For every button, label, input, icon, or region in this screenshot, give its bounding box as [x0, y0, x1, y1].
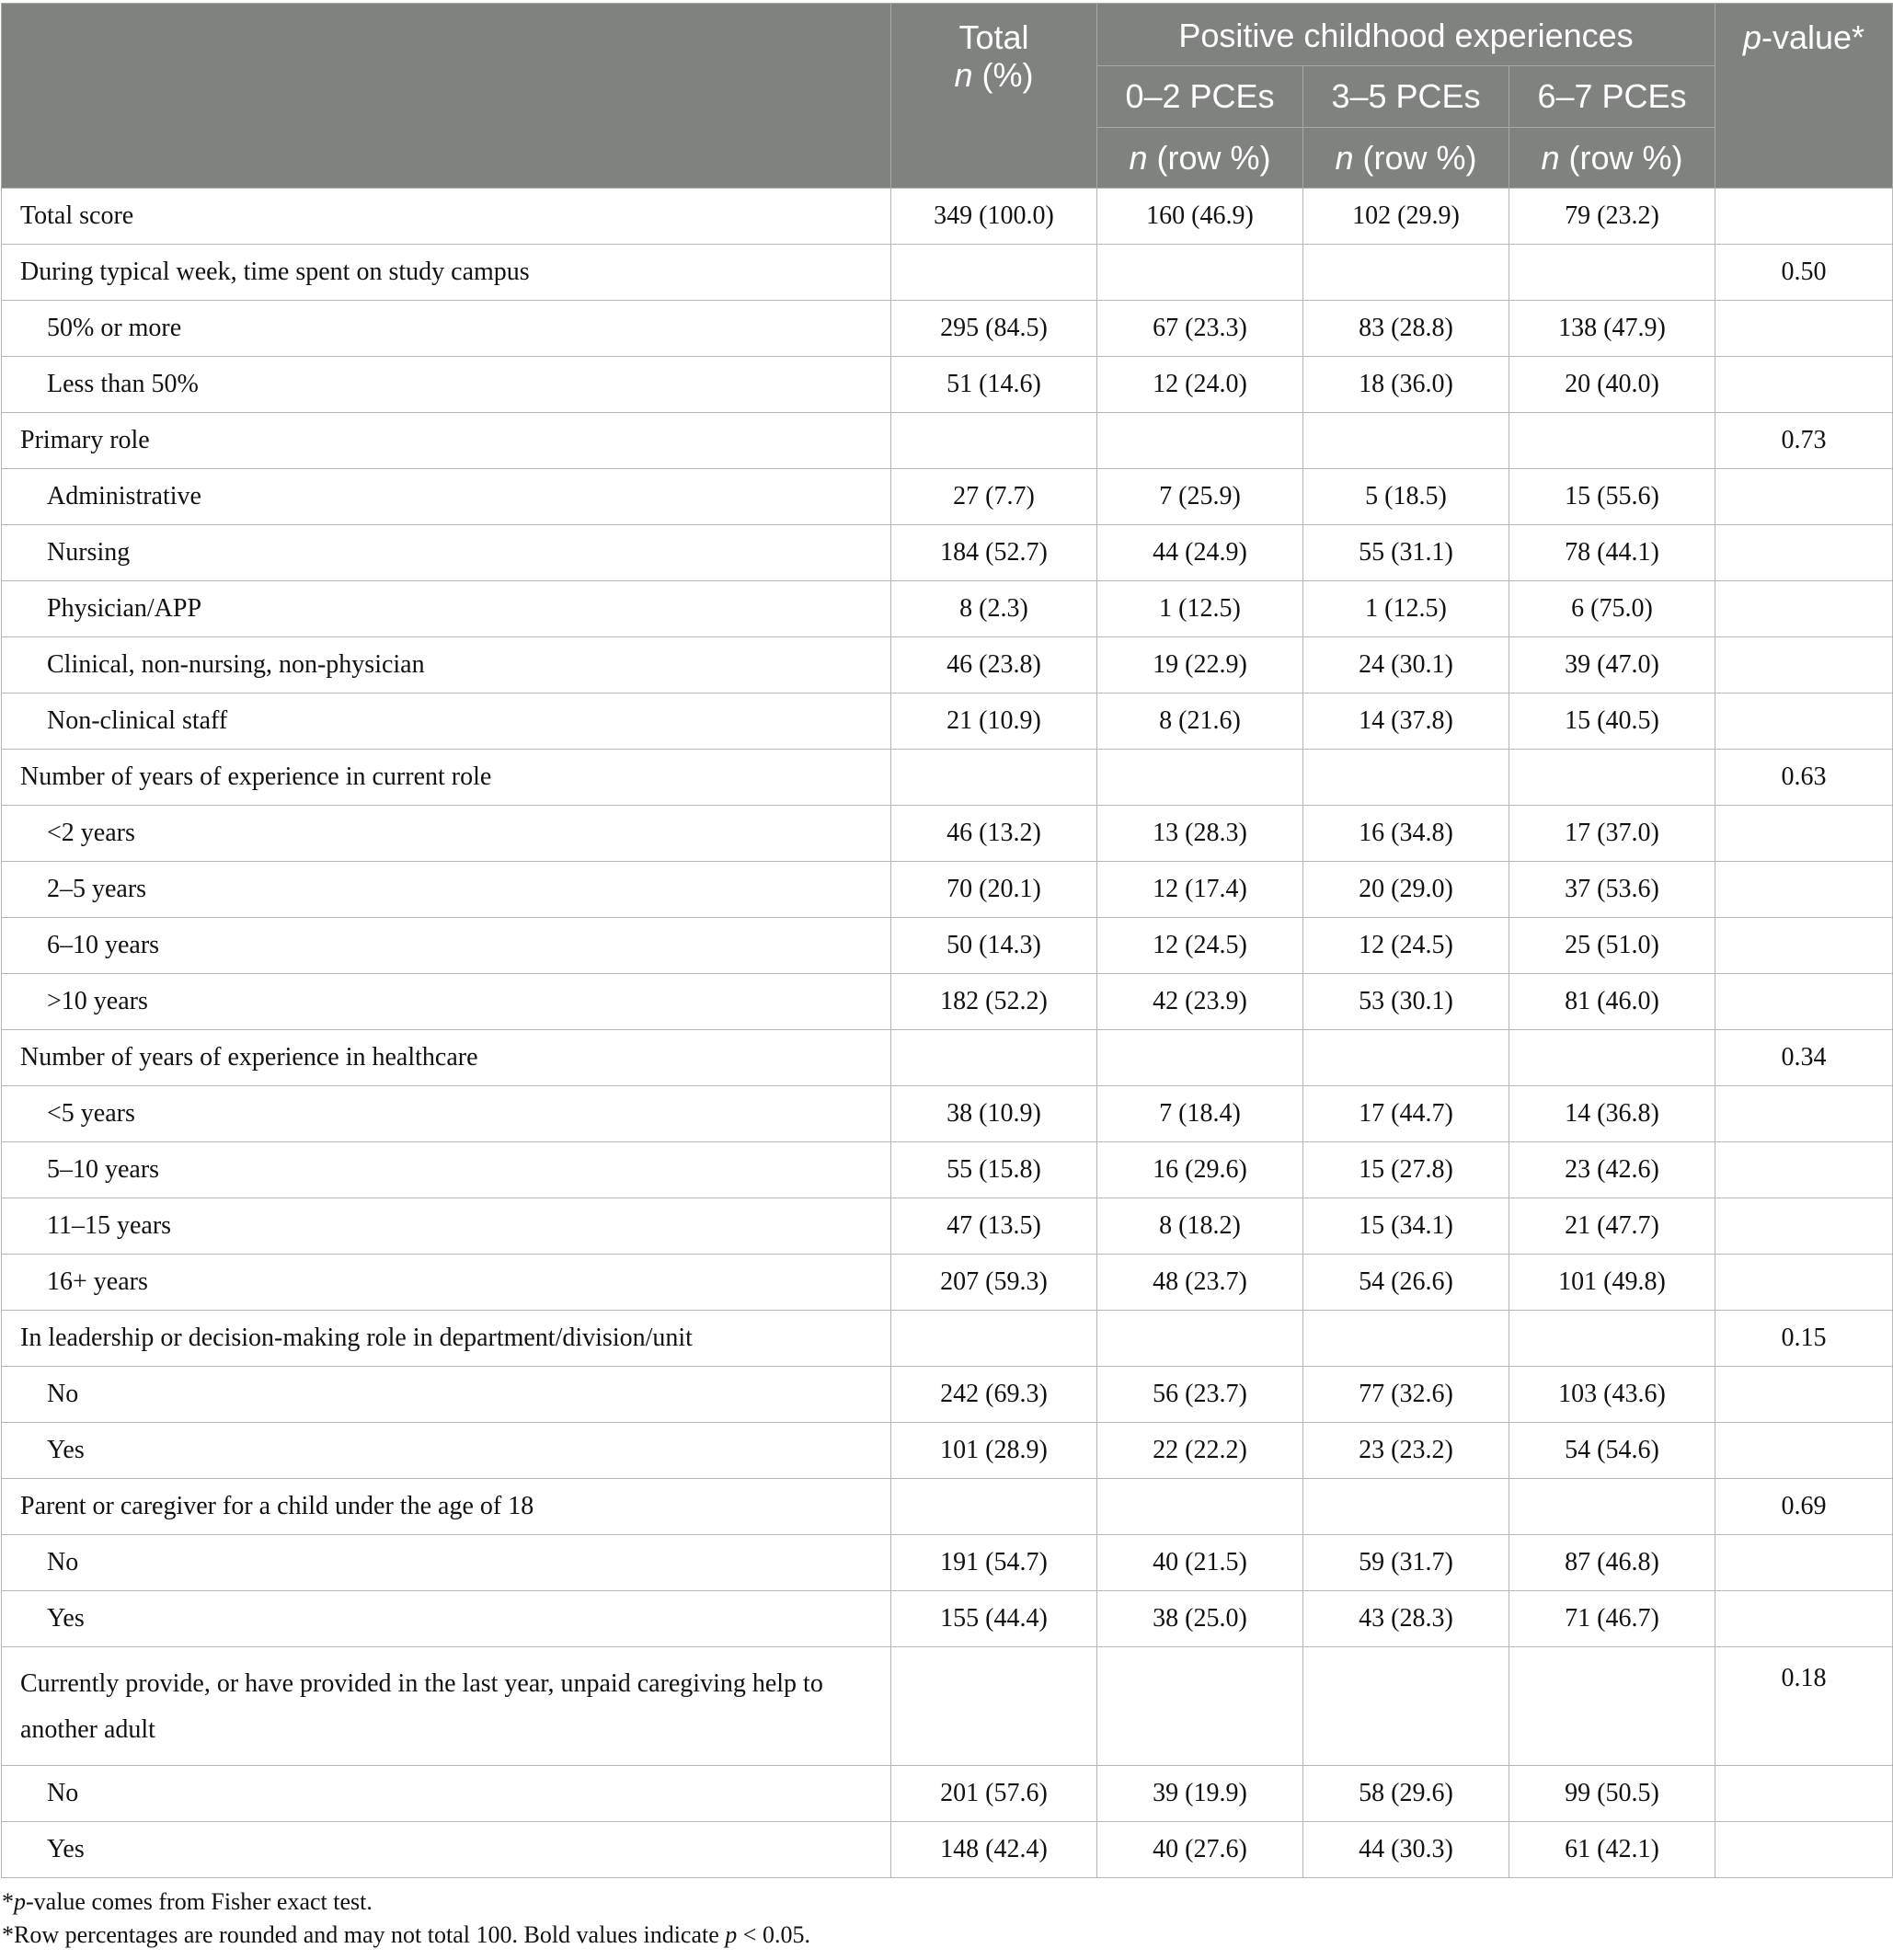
table-row-subcategory: [2, 581, 1893, 637]
cell-pce-6-7: 78 (44.1): [1509, 525, 1715, 581]
cell-pce-0-2: 42 (23.9): [1097, 974, 1303, 1030]
cell-pce-3-5: 54 (26.6): [1303, 1255, 1509, 1311]
cell-total: 191 (54.7): [891, 1535, 1097, 1591]
cell-pce-3-5: [1303, 1030, 1509, 1086]
cell-pvalue: 0.50: [1715, 245, 1893, 301]
row-label: Yes: [2, 1591, 891, 1647]
cell-pce-3-5: 18 (36.0): [1303, 357, 1509, 413]
cell-total: 349 (100.0): [891, 189, 1097, 245]
cell-pvalue: [1715, 1535, 1893, 1591]
table-row-subcategory: [2, 1591, 1893, 1647]
table-row-subcategory: [2, 693, 1893, 750]
cell-pce-0-2: 22 (22.2): [1097, 1423, 1303, 1479]
row-label: 5–10 years: [2, 1142, 891, 1198]
row-label: Non-clinical staff: [2, 693, 891, 750]
header-sub-row-pct: [1097, 128, 1303, 189]
cell-pce-3-5: 14 (37.8): [1303, 693, 1509, 750]
table-row-subcategory: [2, 1255, 1893, 1311]
header-total-pct: (%): [972, 56, 1034, 94]
table-row-subcategory: [2, 1535, 1893, 1591]
header-pvalue-p: p: [1742, 18, 1761, 56]
row-label: <2 years: [2, 806, 891, 862]
cell-pce-3-5: 44 (30.3): [1303, 1822, 1509, 1878]
row-label: Yes: [2, 1822, 891, 1878]
cell-pce-6-7: [1509, 413, 1715, 469]
cell-total: 50 (14.3): [891, 918, 1097, 974]
header-sub-row-pct: [1509, 128, 1715, 189]
footnote-fisher-text: -value comes from Fisher exact test.: [26, 1888, 373, 1915]
header-total-n: n: [954, 56, 973, 94]
cell-pce-6-7: 39 (47.0): [1509, 637, 1715, 693]
cell-pce-0-2: 13 (28.3): [1097, 806, 1303, 862]
header-total-label: Total: [958, 18, 1029, 56]
table-row-subcategory: [2, 637, 1893, 693]
cell-pce-0-2: 12 (17.4): [1097, 862, 1303, 918]
header-sub-rest: (row %): [1559, 138, 1683, 177]
footnote-fisher: [2, 1885, 1893, 1919]
header-sub-rest: (row %): [1147, 138, 1271, 177]
table-row-subcategory: [2, 357, 1893, 413]
cell-pce-3-5: 43 (28.3): [1303, 1591, 1509, 1647]
cell-pce-6-7: [1509, 750, 1715, 806]
cell-pvalue: 0.18: [1715, 1647, 1893, 1766]
cell-pvalue: [1715, 525, 1893, 581]
cell-total: [891, 1479, 1097, 1535]
table-row-category: [2, 1311, 1893, 1367]
cell-pvalue: [1715, 189, 1893, 245]
table-row-subcategory: [2, 1367, 1893, 1423]
cell-total: 155 (44.4): [891, 1591, 1097, 1647]
cell-pvalue: [1715, 1198, 1893, 1255]
cell-pce-0-2: 19 (22.9): [1097, 637, 1303, 693]
row-label: Number of years of experience in current role: [2, 750, 891, 806]
cell-pce-3-5: [1303, 413, 1509, 469]
cell-total: 184 (52.7): [891, 525, 1097, 581]
cell-total: [891, 750, 1097, 806]
data-table: [1, 3, 1893, 1878]
cell-pvalue: 0.69: [1715, 1479, 1893, 1535]
cell-pce-6-7: [1509, 245, 1715, 301]
row-label: Less than 50%: [2, 357, 891, 413]
header-pvalue: [1715, 4, 1893, 189]
cell-pce-6-7: 87 (46.8): [1509, 1535, 1715, 1591]
cell-pce-3-5: [1303, 245, 1509, 301]
cell-pce-3-5: 59 (31.7): [1303, 1535, 1509, 1591]
cell-pce-3-5: 83 (28.8): [1303, 301, 1509, 357]
cell-pce-6-7: 54 (54.6): [1509, 1423, 1715, 1479]
cell-pce-6-7: 15 (40.5): [1509, 693, 1715, 750]
row-label: Nursing: [2, 525, 891, 581]
row-label: Administrative: [2, 469, 891, 525]
cell-pce-3-5: 12 (24.5): [1303, 918, 1509, 974]
table-row-subcategory: [2, 1142, 1893, 1198]
table-row-subcategory: [2, 1198, 1893, 1255]
cell-pce-3-5: 24 (30.1): [1303, 637, 1509, 693]
row-label: 50% or more: [2, 301, 891, 357]
cell-pce-3-5: [1303, 1479, 1509, 1535]
table-row-subcategory: [2, 1423, 1893, 1479]
cell-pce-0-2: 56 (23.7): [1097, 1367, 1303, 1423]
cell-pvalue: [1715, 301, 1893, 357]
cell-pce-3-5: 77 (32.6): [1303, 1367, 1509, 1423]
cell-pce-3-5: 15 (34.1): [1303, 1198, 1509, 1255]
cell-pce-0-2: 38 (25.0): [1097, 1591, 1303, 1647]
header-sub-rest: (row %): [1353, 138, 1477, 177]
row-label: Currently provide, or have provided in the last year, unpaid caregiving help to another adult: [2, 1647, 891, 1766]
row-label: Yes: [2, 1423, 891, 1479]
row-label: <5 years: [2, 1086, 891, 1142]
footnote-star: *: [2, 1888, 14, 1915]
table-row-subcategory: [2, 1766, 1893, 1822]
cell-pvalue: 0.73: [1715, 413, 1893, 469]
cell-total: [891, 1030, 1097, 1086]
cell-pce-6-7: 21 (47.7): [1509, 1198, 1715, 1255]
cell-pce-3-5: 1 (12.5): [1303, 581, 1509, 637]
cell-pce-3-5: [1303, 1647, 1509, 1766]
cell-pvalue: [1715, 806, 1893, 862]
cell-pce-6-7: 20 (40.0): [1509, 357, 1715, 413]
cell-pce-0-2: [1097, 413, 1303, 469]
cell-pce-6-7: [1509, 1030, 1715, 1086]
table-row-subcategory: [2, 918, 1893, 974]
header-pce-group: Positive childhood experiences: [1097, 4, 1715, 66]
cell-pce-0-2: 160 (46.9): [1097, 189, 1303, 245]
cell-pce-0-2: 1 (12.5): [1097, 581, 1303, 637]
cell-pvalue: [1715, 1086, 1893, 1142]
cell-pce-6-7: 138 (47.9): [1509, 301, 1715, 357]
cell-total: 242 (69.3): [891, 1367, 1097, 1423]
cell-pvalue: [1715, 918, 1893, 974]
cell-total: 101 (28.9): [891, 1423, 1097, 1479]
cell-pce-0-2: 48 (23.7): [1097, 1255, 1303, 1311]
cell-pce-3-5: 15 (27.8): [1303, 1142, 1509, 1198]
header-sub-row-pct: [1303, 128, 1509, 189]
cell-pce-6-7: 25 (51.0): [1509, 918, 1715, 974]
row-label: No: [2, 1766, 891, 1822]
table-row-category: [2, 1479, 1893, 1535]
cell-total: 182 (52.2): [891, 974, 1097, 1030]
cell-pce-0-2: 16 (29.6): [1097, 1142, 1303, 1198]
table-header: [2, 4, 1893, 189]
row-label: Physician/APP: [2, 581, 891, 637]
cell-pvalue: 0.63: [1715, 750, 1893, 806]
header-pce-6-7: 6–7 PCEs: [1509, 66, 1715, 128]
row-label: 6–10 years: [2, 918, 891, 974]
cell-pce-0-2: 7 (25.9): [1097, 469, 1303, 525]
cell-pce-6-7: [1509, 1479, 1715, 1535]
header-pvalue-rest: -value*: [1761, 18, 1865, 56]
cell-pce-3-5: [1303, 750, 1509, 806]
header-blank-cell: [2, 4, 891, 189]
cell-pce-0-2: 44 (24.9): [1097, 525, 1303, 581]
table-row-subcategory: [2, 1086, 1893, 1142]
cell-pce-0-2: 8 (18.2): [1097, 1198, 1303, 1255]
cell-pce-6-7: 81 (46.0): [1509, 974, 1715, 1030]
cell-pvalue: [1715, 1255, 1893, 1311]
cell-pce-3-5: 58 (29.6): [1303, 1766, 1509, 1822]
cell-total: 55 (15.8): [891, 1142, 1097, 1198]
cell-total: 8 (2.3): [891, 581, 1097, 637]
header-pce-0-2: 0–2 PCEs: [1097, 66, 1303, 128]
cell-pce-0-2: [1097, 1030, 1303, 1086]
footnote-rounding-text: *Row percentages are rounded and may not total 100. Bold values indicate: [2, 1921, 726, 1948]
cell-pce-6-7: 6 (75.0): [1509, 581, 1715, 637]
cell-pce-6-7: 71 (46.7): [1509, 1591, 1715, 1647]
cell-pce-6-7: 99 (50.5): [1509, 1766, 1715, 1822]
cell-pce-6-7: 101 (49.8): [1509, 1255, 1715, 1311]
cell-pce-6-7: 79 (23.2): [1509, 189, 1715, 245]
header-sub-n: n: [1335, 138, 1354, 177]
table-row-subcategory: [2, 974, 1893, 1030]
table-row-subcategory: [2, 862, 1893, 918]
cell-pce-0-2: 12 (24.5): [1097, 918, 1303, 974]
cell-pce-3-5: 55 (31.1): [1303, 525, 1509, 581]
cell-pvalue: 0.15: [1715, 1311, 1893, 1367]
header-sub-n: n: [1129, 138, 1148, 177]
cell-pce-3-5: 102 (29.9): [1303, 189, 1509, 245]
header-pce-3-5: 3–5 PCEs: [1303, 66, 1509, 128]
cell-pce-0-2: [1097, 1311, 1303, 1367]
cell-total: 51 (14.6): [891, 357, 1097, 413]
cell-pce-0-2: [1097, 1647, 1303, 1766]
cell-pvalue: [1715, 581, 1893, 637]
cell-total: [891, 1311, 1097, 1367]
cell-pvalue: [1715, 357, 1893, 413]
cell-pce-6-7: 61 (42.1): [1509, 1822, 1715, 1878]
cell-total: [891, 413, 1097, 469]
header-sub-n: n: [1541, 138, 1560, 177]
cell-pce-3-5: 23 (23.2): [1303, 1423, 1509, 1479]
cell-pvalue: [1715, 1822, 1893, 1878]
cell-pvalue: [1715, 974, 1893, 1030]
cell-total: 46 (13.2): [891, 806, 1097, 862]
row-label: Primary role: [2, 413, 891, 469]
table-row-category: [2, 413, 1893, 469]
row-label: Clinical, non-nursing, non-physician: [2, 637, 891, 693]
cell-total: 38 (10.9): [891, 1086, 1097, 1142]
row-label: Number of years of experience in healthcare: [2, 1030, 891, 1086]
cell-total: [891, 245, 1097, 301]
cell-pce-0-2: 12 (24.0): [1097, 357, 1303, 413]
cell-pce-6-7: 14 (36.8): [1509, 1086, 1715, 1142]
table-row-subcategory: [2, 469, 1893, 525]
table-row-subcategory: [2, 301, 1893, 357]
cell-pvalue: [1715, 637, 1893, 693]
row-label: In leadership or decision-making role in department/division/unit: [2, 1311, 891, 1367]
cell-pce-3-5: 53 (30.1): [1303, 974, 1509, 1030]
cell-pce-6-7: 15 (55.6): [1509, 469, 1715, 525]
cell-pvalue: [1715, 862, 1893, 918]
table-row-category: [2, 189, 1893, 245]
cell-pce-0-2: 8 (21.6): [1097, 693, 1303, 750]
row-label: No: [2, 1367, 891, 1423]
table-row-subcategory: [2, 525, 1893, 581]
cell-pce-6-7: 103 (43.6): [1509, 1367, 1715, 1423]
cell-total: 47 (13.5): [891, 1198, 1097, 1255]
row-label: No: [2, 1535, 891, 1591]
row-label: >10 years: [2, 974, 891, 1030]
cell-pce-0-2: [1097, 245, 1303, 301]
table-row-category: [2, 1647, 1893, 1766]
cell-pvalue: 0.34: [1715, 1030, 1893, 1086]
cell-pce-3-5: [1303, 1311, 1509, 1367]
cell-total: 70 (20.1): [891, 862, 1097, 918]
row-label: 11–15 years: [2, 1198, 891, 1255]
cell-pce-6-7: 37 (53.6): [1509, 862, 1715, 918]
row-label: During typical week, time spent on study campus: [2, 245, 891, 301]
cell-pvalue: [1715, 1766, 1893, 1822]
cell-total: 295 (84.5): [891, 301, 1097, 357]
cell-total: 21 (10.9): [891, 693, 1097, 750]
cell-pce-0-2: 7 (18.4): [1097, 1086, 1303, 1142]
cell-pvalue: [1715, 1423, 1893, 1479]
cell-pce-3-5: 5 (18.5): [1303, 469, 1509, 525]
cell-total: 27 (7.7): [891, 469, 1097, 525]
header-total: [891, 4, 1097, 189]
table-row-category: [2, 750, 1893, 806]
cell-pce-0-2: [1097, 1479, 1303, 1535]
table-row-subcategory: [2, 806, 1893, 862]
cell-pvalue: [1715, 1142, 1893, 1198]
footnote-p: p: [14, 1888, 26, 1915]
cell-pce-6-7: [1509, 1647, 1715, 1766]
table-row-category: [2, 1030, 1893, 1086]
table-body: [2, 189, 1893, 1878]
table-row-subcategory: [2, 1822, 1893, 1878]
cell-pce-0-2: 40 (21.5): [1097, 1535, 1303, 1591]
cell-pce-6-7: 17 (37.0): [1509, 806, 1715, 862]
cell-pce-3-5: 20 (29.0): [1303, 862, 1509, 918]
row-label: 16+ years: [2, 1255, 891, 1311]
row-label: Parent or caregiver for a child under the age of 18: [2, 1479, 891, 1535]
cell-pvalue: [1715, 469, 1893, 525]
table-footnotes: [0, 1885, 1893, 1952]
cell-pvalue: [1715, 1367, 1893, 1423]
cell-total: 46 (23.8): [891, 637, 1097, 693]
cell-pce-0-2: 40 (27.6): [1097, 1822, 1303, 1878]
cell-total: 207 (59.3): [891, 1255, 1097, 1311]
footnote-threshold: < 0.05.: [737, 1921, 810, 1948]
cell-pce-6-7: [1509, 1311, 1715, 1367]
table-row-category: [2, 245, 1893, 301]
footnote-rounding: [2, 1919, 1893, 1952]
cell-pce-0-2: 39 (19.9): [1097, 1766, 1303, 1822]
cell-pce-6-7: 23 (42.6): [1509, 1142, 1715, 1198]
cell-total: 201 (57.6): [891, 1766, 1097, 1822]
cell-pvalue: [1715, 693, 1893, 750]
cell-pce-0-2: [1097, 750, 1303, 806]
cell-pce-3-5: 16 (34.8): [1303, 806, 1509, 862]
cell-pce-3-5: 17 (44.7): [1303, 1086, 1509, 1142]
cell-total: 148 (42.4): [891, 1822, 1097, 1878]
cell-pvalue: [1715, 1591, 1893, 1647]
row-label: 2–5 years: [2, 862, 891, 918]
cell-total: [891, 1647, 1097, 1766]
cell-pce-0-2: 67 (23.3): [1097, 301, 1303, 357]
footnote-p: p: [725, 1921, 738, 1948]
row-label: Total score: [2, 189, 891, 245]
